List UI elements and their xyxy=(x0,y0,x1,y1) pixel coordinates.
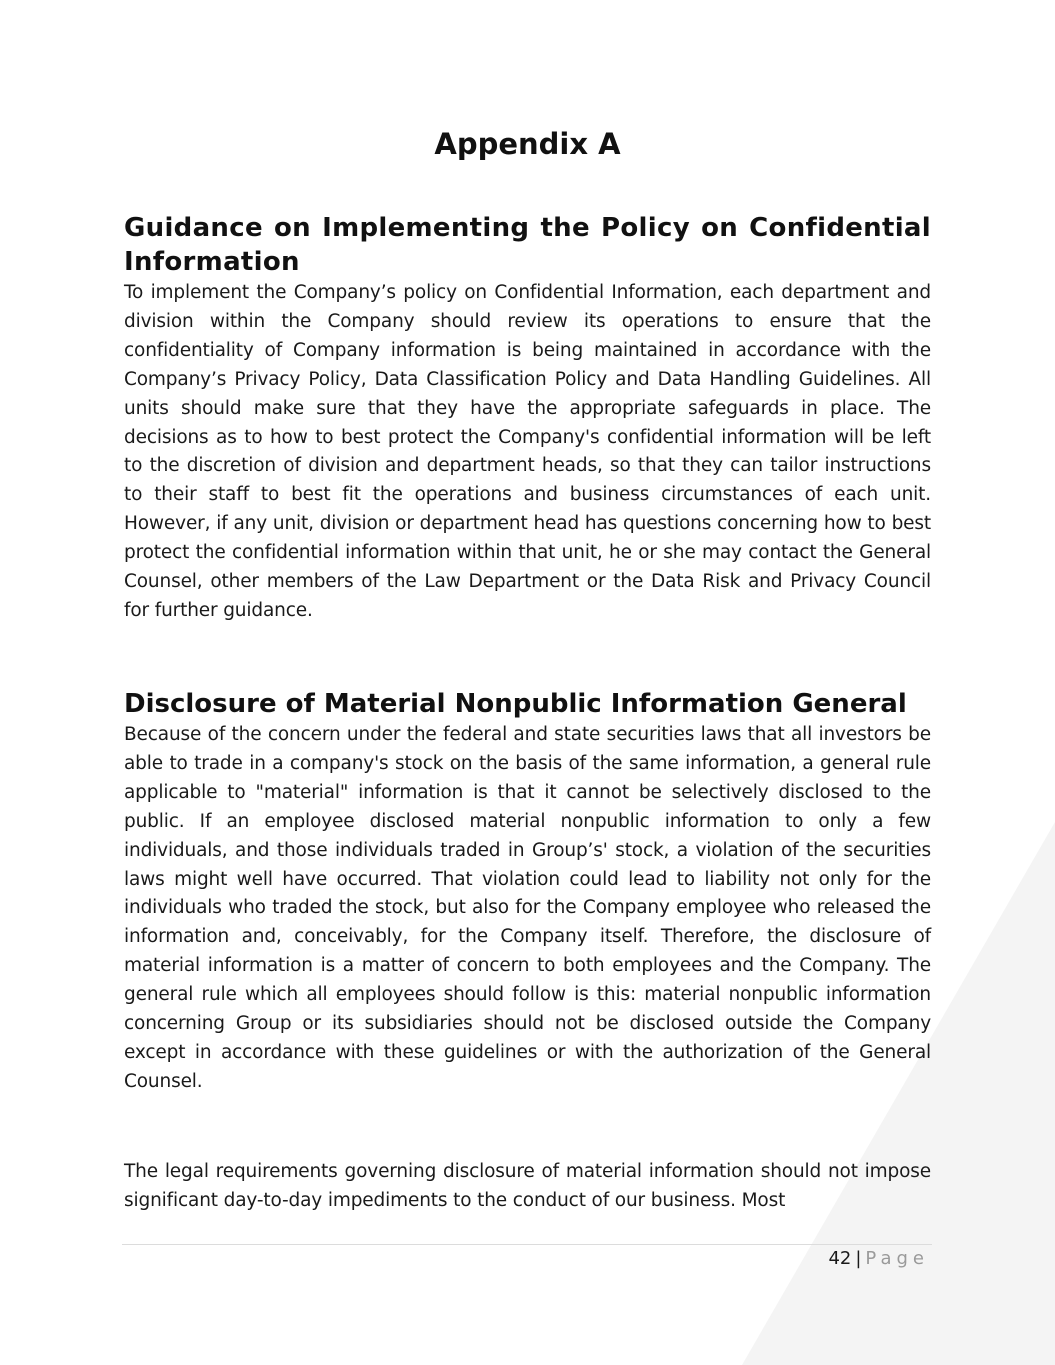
page-footer xyxy=(828,1247,929,1271)
section-paragraph: To implement the Company’s policy on Confidential Information, each department and division within the Company should review its operations to ensure that the confidentiality of Company information is being maintained in accordance with the Company’s Privacy Policy, Data Classification Policy and Data Handling Guidelines. All units should make sure that they have the appropriate safeguards in place. The decisions as to how to best protect the Company's confidential information will be left to the discretion of division and department heads, so that they can tailor instructions to their staff to best fit the operations and business circumstances of each unit. However, if any unit, division or department head has questions concerning how to best protect the confidential information within that unit, he or she may contact the General Counsel, other members of the Law Department or the Data Risk and Privacy Council for further guidance. xyxy=(124,282,931,621)
footer-separator: | xyxy=(855,1248,862,1269)
section-confidential-information xyxy=(124,211,931,626)
section-heading: Guidance on Implementing the Policy on Confidential Information xyxy=(124,213,931,277)
section-continuation xyxy=(124,1158,931,1216)
page-title: Appendix A xyxy=(434,127,621,161)
page-number: 42 xyxy=(828,1248,852,1269)
section-heading: Disclosure of Material Nonpublic Information General xyxy=(124,689,907,719)
section-material-nonpublic-information xyxy=(124,687,931,1097)
footer-divider xyxy=(122,1244,932,1245)
page-label: Page xyxy=(865,1248,929,1269)
section-paragraph: Because of the concern under the federal and state securities laws that all investors be able to trade in a company's stock on the basis of the same information, a general rule applicable to "material" information is that it cannot be selectively disclosed to the public. If an employee disclosed material nonpublic information to only a few individuals, and those individuals traded in Group’s' stock, a violation of the securities laws might well have occurred. That violation could lead to liability not only for the individuals who traded the stock, but also for the Company employee who released the information and, conceivably, for the Company itself. Therefore, the disclosure of material information is a matter of concern to both employees and the Company. The general rule which all employees should follow is this: material nonpublic information concerning Group or its subsidiaries should not be disclosed outside the Company except in accordance with these guidelines or with the authorization of the General Counsel. xyxy=(124,724,931,1092)
section-paragraph: The legal requirements governing disclosure of material information should not impose significant day-to-day impediments to the conduct of our business. Most xyxy=(124,1161,931,1211)
